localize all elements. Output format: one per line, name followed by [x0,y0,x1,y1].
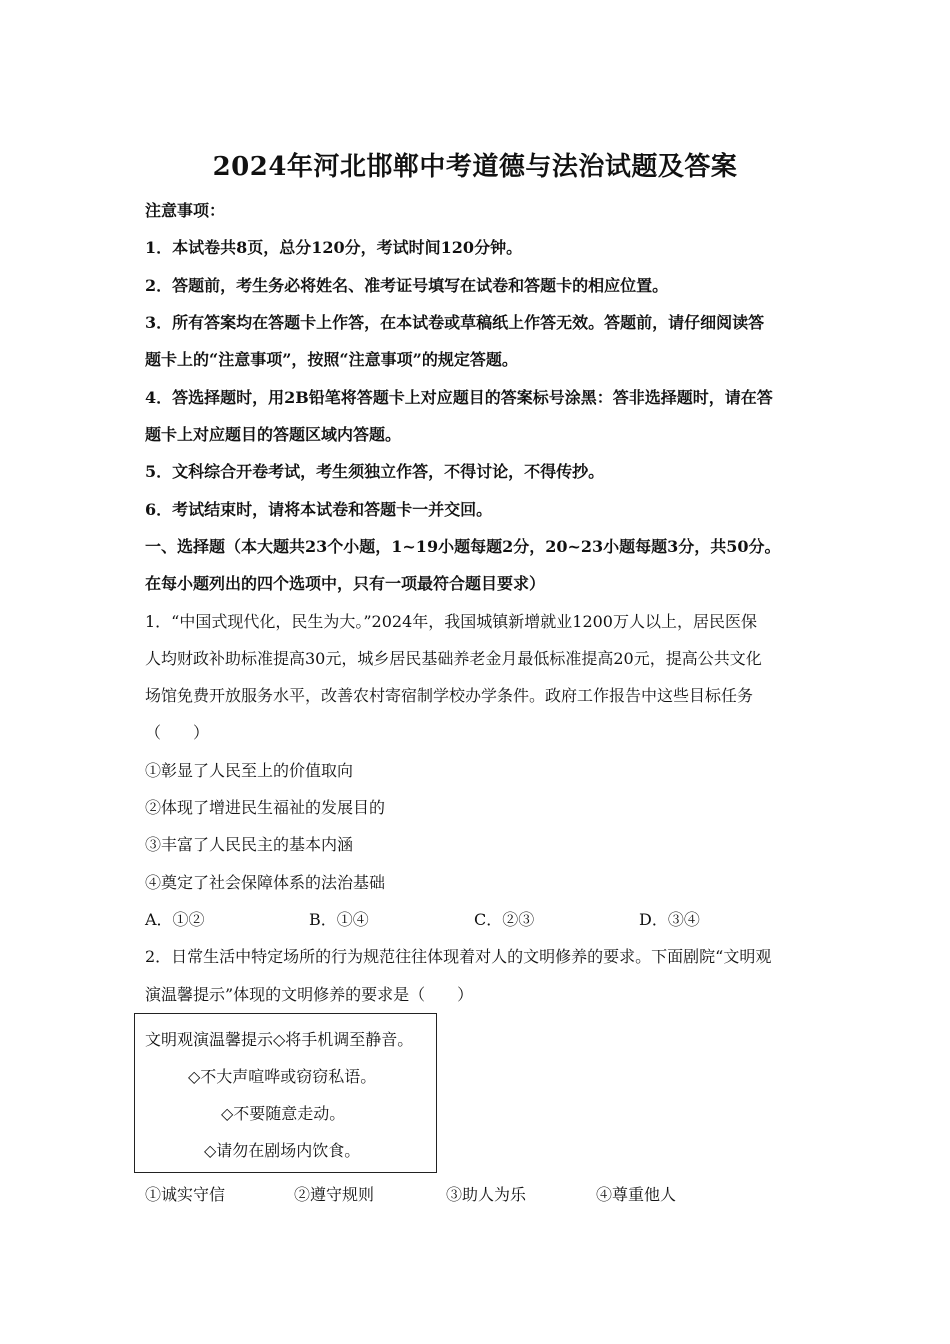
question-2-statement: ④尊重他人 [596,1185,677,1204]
theater-notice-box [134,1013,437,1173]
notice-item: 6．考试结束时，请将本试卷和答题卡一并交回。 [145,500,493,519]
question-1-stem: 人均财政补助标准提高30元，城乡居民基础养老金月最低标准提高20元，提高公共文化 [145,649,762,668]
answer-bracket: （ ） [145,723,210,742]
option-b: B．①④ [309,910,369,929]
question-2-statement: ①诚实守信 [145,1185,226,1204]
option-d: D．③④ [639,910,700,929]
section-instructions: 在每小题列出的四个选项中，只有一项最符合题目要求） [145,574,546,593]
option-c: C．②③ [474,910,535,929]
notice-item: 4．答选择题时，用2B铅笔将答题卡上对应题目的答案标号涂黑：答非选择题时，请在答 [145,388,773,407]
question-1-statement: ②体现了增进民生福祉的发展目的 [145,798,386,817]
document-title: 2024年河北邯郸中考道德与法治试题及答案 [212,152,738,182]
question-1-statement: ③丰富了人民民主的基本内涵 [145,835,354,854]
question-2-statement: ②遵守规则 [294,1185,375,1204]
question-1-statement: ④奠定了社会保障体系的法治基础 [145,873,386,892]
notice-item: 3．所有答案均在答题卡上作答，在本试卷或草稿纸上作答无效。答题前，请仔细阅读答 [145,313,765,332]
section-heading: 一、选择题（本大题共23个小题，1~19小题每题2分，20~23小题每题3分，共50分。 [145,537,781,556]
option-a: A．①② [145,910,205,929]
question-2-stem: 演温馨提示”体现的文明修养的要求是（ ） [145,985,474,1004]
notice-item: 题卡上的“注意事项”，按照“注意事项”的规定答题。 [145,350,518,369]
question-1-statement: ①彰显了人民至上的价值取向 [145,761,354,780]
question-2-stem: 2．日常生活中特定场所的行为规范往往体现着对人的文明修养的要求。下面剧院“文明观 [145,947,772,966]
question-2-statement: ③助人为乐 [446,1185,527,1204]
notice-item: 2．答题前，考生务必将姓名、准考证号填写在试卷和答题卡的相应位置。 [145,276,669,295]
notice-item: 1．本试卷共8页，总分120分，考试时间120分钟。 [145,238,523,257]
theater-notice-line: ◇不要随意走动。 [221,1104,346,1123]
theater-notice-line: ◇不大声喧哗或窃窃私语。 [188,1067,377,1086]
notice-item: 题卡上对应题目的答题区域内答题。 [145,425,402,444]
question-1-stem: 1．“中国式现代化，民生为大。”2024年，我国城镇新增就业1200万人以上，居民医保 [145,612,757,631]
theater-notice-line: 文明观演温馨提示◇将手机调至静音。 [145,1030,414,1049]
notice-item: 5．文科综合开卷考试，考生须独立作答，不得讨论，不得传抄。 [145,462,605,481]
question-1-stem: 场馆免费开放服务水平，改善农村寄宿制学校办学条件。政府工作报告中这些目标任务 [145,686,754,705]
theater-notice-line: ◇请勿在剧场内饮食。 [204,1141,361,1160]
notice-heading: 注意事项： [145,201,226,220]
